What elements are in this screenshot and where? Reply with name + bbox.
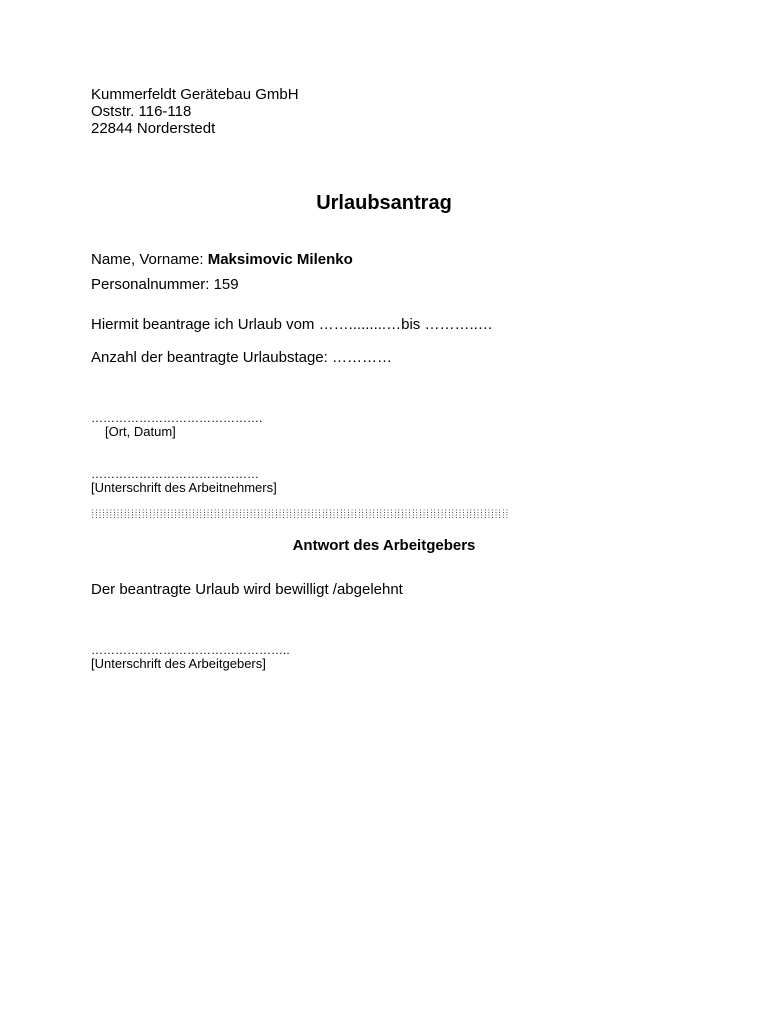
name-label: Name, Vorname: [91, 251, 208, 268]
document-title: Urlaubsantrag [316, 192, 452, 214]
name-value: Maksimovic Milenko [207, 251, 353, 268]
company-street: Oststr. 116-118 [91, 103, 192, 120]
employer-response-title: Antwort des Arbeitgebers [292, 537, 476, 554]
employee-signature-line: …………………………………… [91, 467, 259, 481]
employer-signature-caption: [Unterschrift des Arbeitgebers] [91, 656, 266, 671]
employer-signature-line: ………………………………………….. [91, 643, 290, 657]
personnel-number-row [91, 276, 239, 294]
place-date-signature-line: ……………………………………. [91, 411, 263, 425]
personnel-number-value: 159 [213, 276, 239, 293]
place-date-caption: [Ort, Datum] [105, 424, 176, 439]
name-row [91, 251, 353, 269]
personnel-number-label: Personalnummer: [91, 276, 214, 293]
company-city: 22844 Norderstedt [91, 120, 216, 137]
vacation-period-line: Hiermit beantrage ich Urlaub vom …….........…bis ………..… [91, 316, 493, 333]
company-name: Kummerfeldt Gerätebau GmbH [91, 86, 299, 103]
vacation-days-line: Anzahl der beantragte Urlaubstage: ………… [91, 349, 392, 366]
separator-line: :::::::::::::::::::::::::::::::::::::::::::::::::::::::::::::::::::::::::::::::::::::::::::::::::::::::::::::::::::: [91, 513, 509, 520]
separator-line: :::::::::::::::::::::::::::::::::::::::::::::::::::::::::::::::::::::::::::::::::::::::::::::::::::::::::::::::::::: [91, 508, 509, 515]
decision-line: Der beantragte Urlaub wird bewilligt /abgelehnt [91, 581, 403, 598]
employee-signature-caption: [Unterschrift des Arbeitnehmers] [91, 480, 277, 495]
